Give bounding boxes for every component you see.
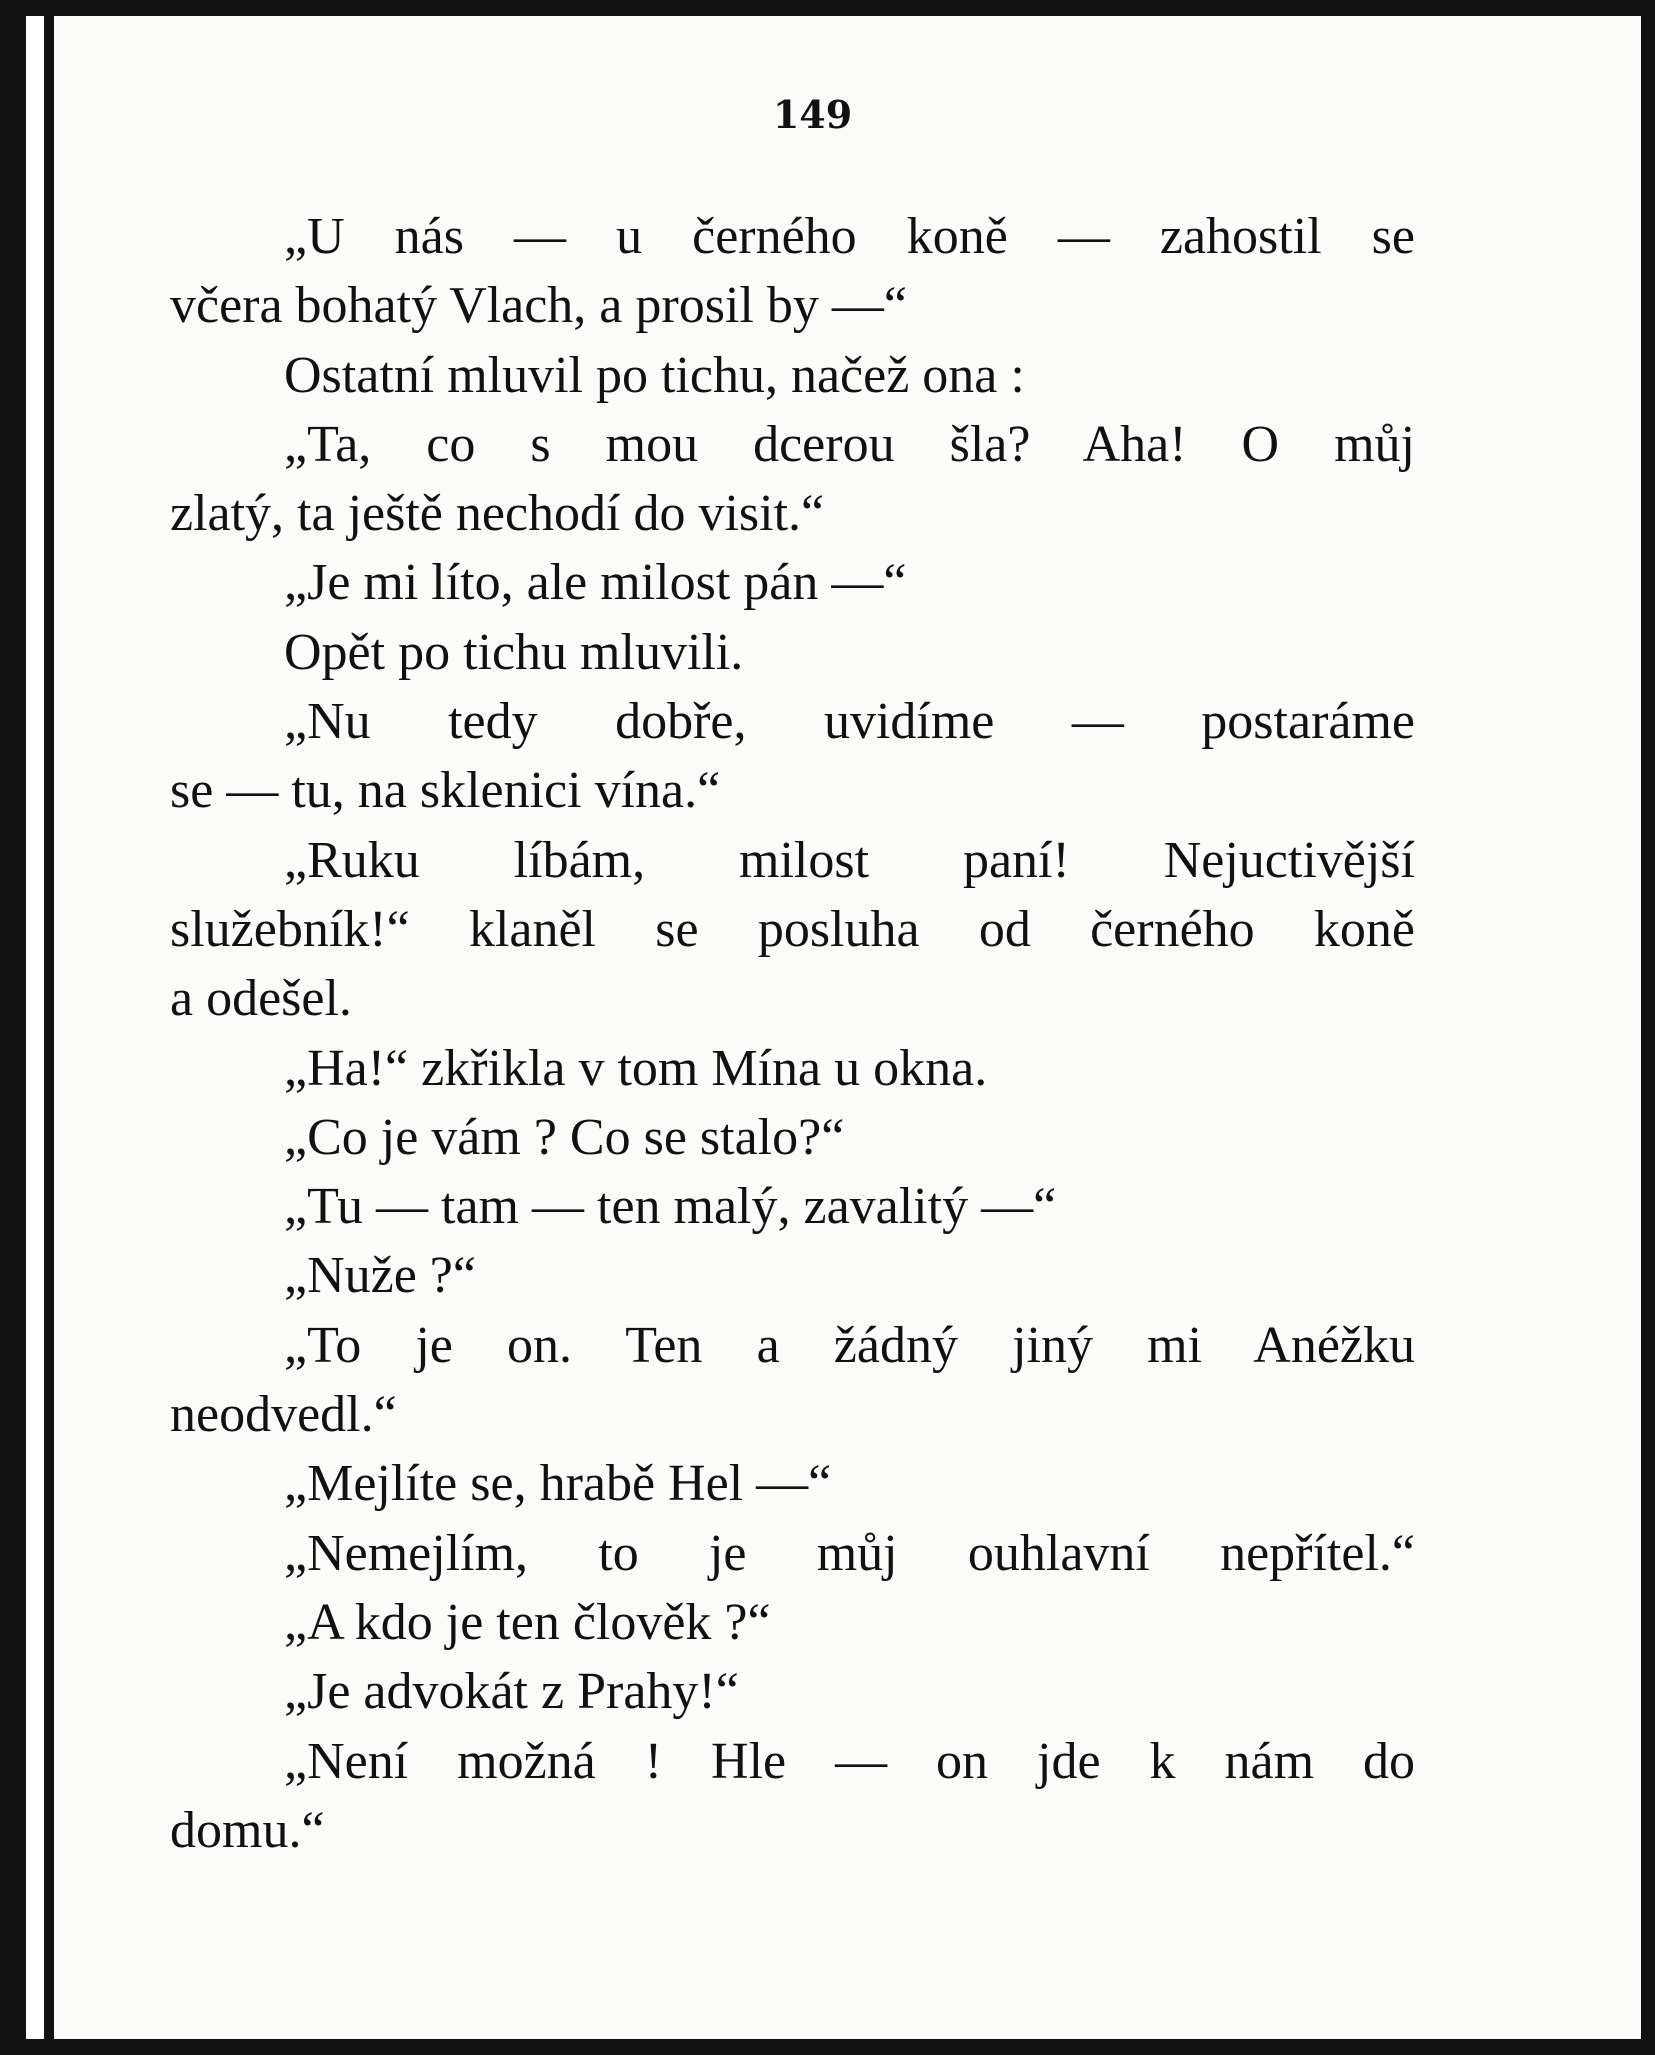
scan-border-left-inner	[44, 0, 54, 2055]
scan-border-bottom	[26, 2039, 1655, 2055]
text-line: „Co je vám ? Co se stalo?“	[284, 1108, 845, 1166]
text-line: neodvedl.“	[170, 1386, 397, 1444]
text-line: včera bohatý Vlach, a prosil by —“	[170, 277, 907, 335]
text-line: „Ruku líbám, milost paní! Nejuctivější	[284, 831, 1415, 889]
text-line: „U nás — u černého koně — zahostil se	[284, 208, 1415, 265]
scan-border-left	[0, 0, 26, 2055]
text-line: „Je mi líto, ale milost pán —“	[284, 554, 907, 612]
text-line: „Nemejlím, to je můj ouhlavní nepřítel.“	[284, 1524, 1415, 1582]
text-line: „Mejlíte se, hrabě Hel —“	[284, 1455, 832, 1513]
text-line: „Tu — tam — ten malý, zavalitý —“	[284, 1178, 1057, 1236]
text-line: „Ta, co s mou dcerou šla? Aha! O můj	[284, 415, 1415, 473]
text-line: se — tu, na sklenici vína.“	[170, 762, 721, 820]
text-line: a odešel.	[170, 970, 352, 1028]
book-page	[54, 16, 1641, 2039]
text-line: „To je on. Ten a žádný jiný mi Anéžku	[284, 1316, 1415, 1374]
text-line: „Není možná ! Hle — on jde k nám do	[284, 1732, 1415, 1790]
text-line: „Nuže ?“	[284, 1247, 476, 1305]
text-line: domu.“	[170, 1801, 325, 1859]
text-line: služebník!“ klaněl se posluha od černého koně	[170, 900, 1415, 958]
text-line: „A kdo je ten člověk ?“	[284, 1593, 771, 1651]
text-line: „Je advokát z Prahy!“	[284, 1663, 739, 1721]
text-line: Opět po tichu mluvili.	[284, 623, 744, 681]
scan-border-top	[26, 0, 1655, 16]
text-line: „Ha!“ zkřikla v tom Mína u okna.	[284, 1039, 988, 1097]
page-number: 149	[772, 92, 853, 137]
text-line: zlatý, ta ještě nechodí do visit.“	[170, 485, 825, 543]
scan-border-right	[1641, 0, 1655, 2055]
text-line: „Nu tedy dobře, uvidíme — postaráme	[284, 693, 1415, 751]
page-text	[170, 202, 1415, 1865]
text-line: Ostatní mluvil po tichu, načež ona :	[284, 346, 1025, 404]
